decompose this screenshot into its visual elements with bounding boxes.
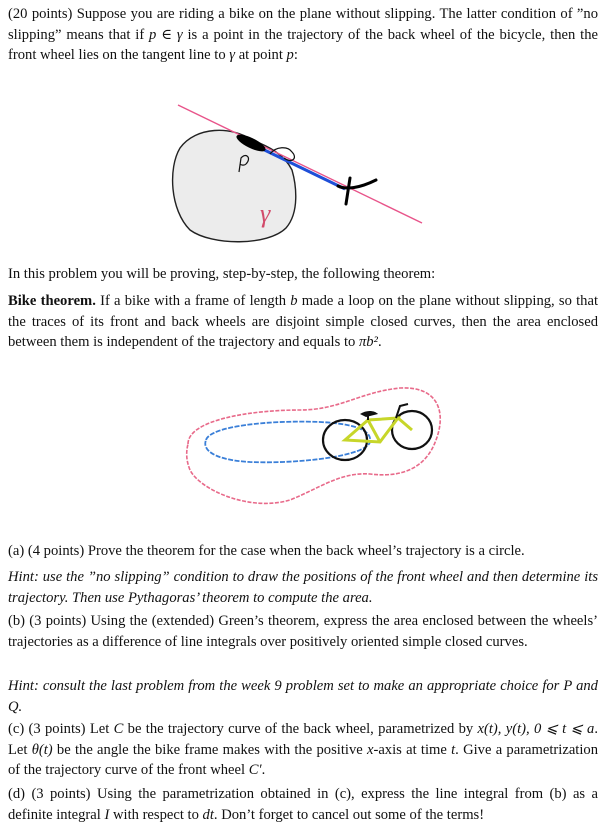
theorem-formula: πb² — [358, 334, 378, 350]
part-b: (b) (3 points) Using the (extended) Green’s theorem, express the area enclosed between the wheels’ trajectories as a difference of line integrals over positively oriented simple closed curves. — [8, 613, 598, 650]
problem-points: (20 points) — [8, 6, 73, 22]
theorem-title: Bike theorem. — [8, 293, 96, 309]
part-b-label: (b) — [8, 613, 26, 629]
hint-b: Hint: consult the last problem from the week 9 problem set to make an appropriate choice for P and Q. — [8, 678, 598, 715]
bike-traces-figure — [0, 370, 613, 520]
inner-trace — [205, 422, 370, 463]
hint-a: Hint: use the ”no slipping” condition to draw the positions of the front wheel and then determine its trajectory. Then use Pythagoras’ theorem to compute the area. — [8, 569, 598, 606]
gamma-label: γ — [260, 199, 271, 228]
part-d: (d) (3 points) Using the parametrization obtained in (c), express the line integral from (b) as a definite integral I with respect to dt. Don’t forget to cancel out some of the terms! — [8, 786, 598, 823]
part-a: (a) (4 points) Prove the theorem for the case when the back wheel’s trajectory is a circle. — [8, 543, 525, 559]
parametrization-formula: x(t), y(t), 0 ⩽ t ⩽ a — [477, 721, 595, 737]
part-c: (c) (3 points) Let C be the trajectory curve of the back wheel, parametrized by x(t), y(t), 0 ⩽ t ⩽ a. Let θ(t) be the angle the bike frame makes with the positive x-axis at time t. Give a parametrization of the trajectory curve of the front wheel C′. — [8, 721, 598, 778]
bicycle — [323, 404, 432, 460]
part-c-label: (c) — [8, 721, 25, 737]
intro-text: In this problem you will be proving, step-by-step, the following theorem: — [8, 266, 436, 282]
gray-disk — [173, 130, 296, 241]
part-d-label: (d) — [8, 786, 26, 802]
theorem: Bike theorem. If a bike with a frame of length b made a loop on the plane without slipping, so that the traces of its front and back wheels are disjoint simple closed curves, then the area enclosed between them is independent of the trajectory and equals to πb². — [8, 293, 598, 350]
part-a-label: (a) — [8, 543, 25, 559]
problem-statement: (20 points) Suppose you are riding a bike on the plane without slipping. The latter condition of ”no slipping” means that if p ∈ γ is a point in the trajectory of the back wheel of the bicycle, then the front wheel lies on the tangent line to γ at point p: — [8, 6, 598, 63]
tangent-figure — [0, 88, 613, 268]
